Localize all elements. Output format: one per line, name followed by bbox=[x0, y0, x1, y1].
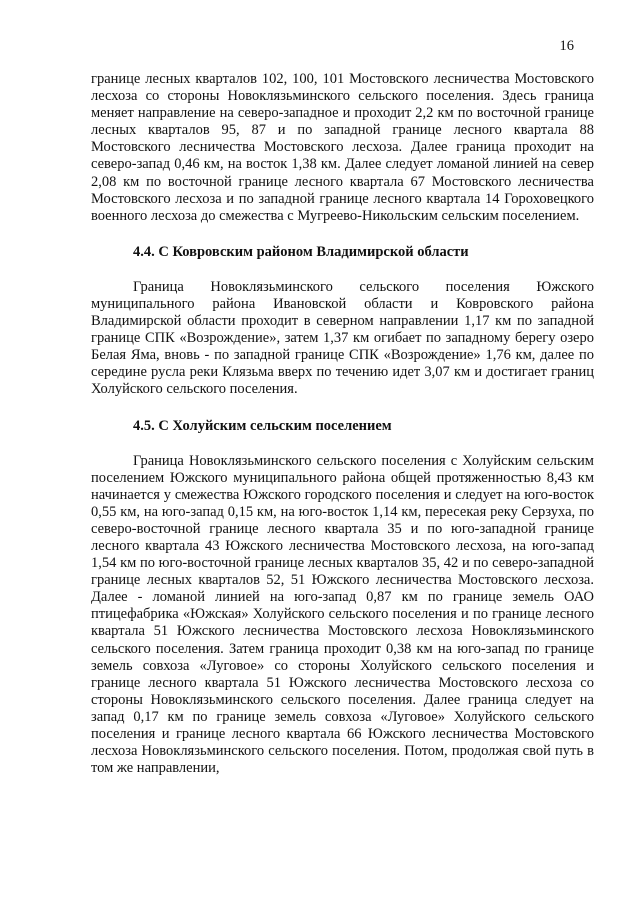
spacer bbox=[91, 399, 594, 418]
document-body bbox=[91, 71, 594, 777]
spacer bbox=[91, 261, 594, 279]
section-heading-4-4: 4.4. С Ковровским районом Владимирской области bbox=[133, 243, 469, 260]
page-number: 16 bbox=[559, 38, 574, 54]
spacer bbox=[91, 225, 594, 244]
paragraph-continuation: границе лесных кварталов 102, 100, 101 Мостовского лесничества Мостовского лесхоза со стороны Новоклязьминского сельского поселения. Здесь граница меняет направление на северо-западное и проходит 2,2 км по восточной границе лесных кварталов 95, 87 и по западной границе лесного квартала 88 Мостовского лесничества Мостовского лесхоза. Далее граница проходит на северо-запад 0,46 км, на восток 1,38 км. Далее следует ломаной линией на север 2,08 км по восточной границе лесного квартала 67 Мостовского лесничества Мостовского лесхоза и по западной границе лесного квартала 14 Гороховецкого военного лесхоза до смежества с Мугреево-Никольским сельским поселением. bbox=[91, 71, 594, 224]
section-heading-4-5: 4.5. С Холуйским сельским поселением bbox=[133, 417, 392, 434]
spacer bbox=[91, 435, 594, 453]
paragraph-kovrov-boundary: Граница Новоклязьминского сельского поселения Южского муниципального района Ивановской области и Ковровского района Владимирской области проходит в северном направлении 1,17 км по западной границе СПК «Возрождение», затем 1,37 км огибает по западному берегу озеро Белая Яма, вновь - по западной границе СПК «Возрождение» 1,76 км, далее по середине русла реки Клязьма вверх по течению идет 3,07 км и достигает границ Холуйского сельского поселения. bbox=[91, 278, 594, 398]
paragraph-kholuy-boundary: Граница Новоклязьминского сельского поселения с Холуйским сельским поселением Южского муниципального района общей протяженностью 8,43 км начинается у смежества Южского городского поселения и следует на юго-восток 0,55 км, на юго-запад 0,15 км, на юго-восток 1,14 км, пересекая реку Серзуха, по северо-восточной границе лесного квартала 35 и по юго-западной границе лесного квартала 43 Южского лесничества Мостовского лесхоза, на юго-запад 1,54 км по юго-восточной границе лесных кварталов 35, 42 и по северо-западной границе лесных кварталов 52, 51 Южского лесничества Мостовского лесхоза. Далее - ломаной линией на юго-запад 0,87 км по границе земель ОАО птицефабрика «Южская» Холуйского сельского поселения и по границе лесного квартала 51 Южского лесничества Мостовского лесхоза Новоклязьминского сельского поселения. Затем граница проходит 0,38 км на юго-запад по границе земель совхоза «Луговое» со стороны Холуйского сельского поселения и границе лесного квартала 51 Южского лесничества Мостовского лесхоза со стороны Новоклязьминского сельского поселения. Далее граница следует на запад 0,17 км по границе земель совхоза «Луговое» Холуйского сельского поселения и границе лесного квартала 66 Южского лесничества Мостовского лесхоза Новоклязьминского сельского поселения. Потом, продолжая свой путь в том же направлении, bbox=[91, 452, 594, 777]
